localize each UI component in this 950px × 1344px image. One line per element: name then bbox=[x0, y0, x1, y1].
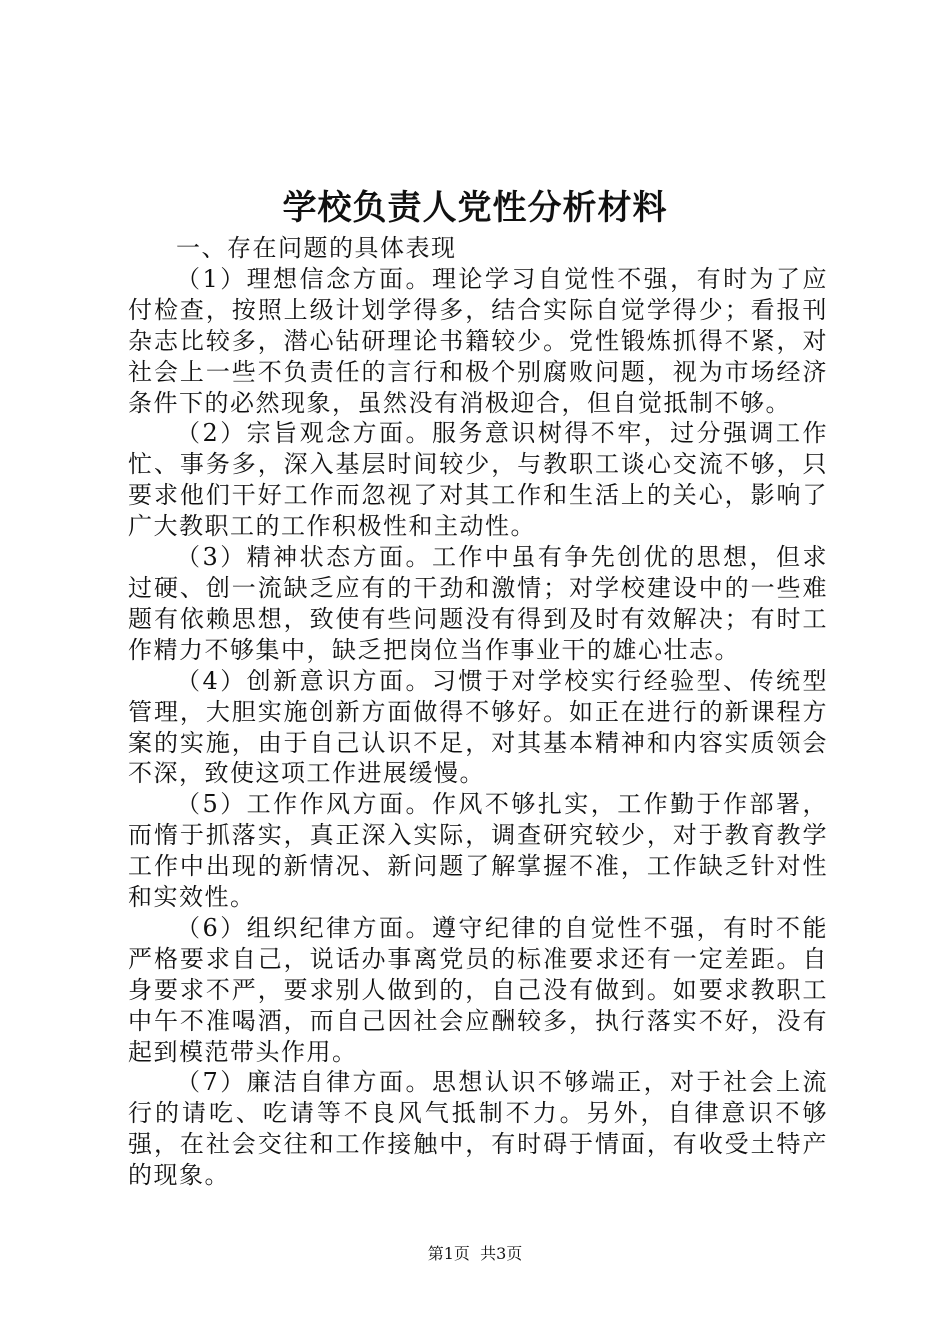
paragraph-3: （3）精神状态方面。工作中虽有争先创优的思想，但求过硬、创一流缺乏应有的干劲和激情；对学校建设中的一些难题有依赖思想，致使有些问题没有得到及时有效解决；有时工作精力不够集中，缺乏把岗位当作事业干的雄心壮志。 bbox=[128, 543, 828, 664]
paragraph-7: （7）廉洁自律方面。思想认识不够端正，对于社会上流行的请吃、吃请等不良风气抵制不力。另外，自律意识不够强，在社会交往和工作接触中，有时碍于情面，有收受土特产的现象。 bbox=[128, 1068, 828, 1190]
section-heading: 一、存在问题的具体表现 bbox=[176, 234, 457, 262]
page-footer bbox=[0, 1242, 950, 1266]
paragraph-1: （1）理想信念方面。理论学习自觉性不强，有时为了应付检查，按照上级计划学得多，结合实际自觉学得少；看报刊杂志比较多，潜心钻研理论书籍较少。党性锻炼抓得不紧，对社会上一些不负责任的言行和极个别腐败问题，视为市场经济条件下的必然现象，虽然没有消极迎合，但自觉抵制不够。 bbox=[128, 264, 828, 417]
paragraph-6: （6）组织纪律方面。遵守纪律的自觉性不强，有时不能严格要求自己，说话办事离党员的标准要求还有一定差距。自身要求不严，要求别人做到的，自己没有做到。如要求教职工中午不准喝酒，而自己因社会应酬较多，执行落实不好，没有起到模范带头作用。 bbox=[128, 913, 828, 1066]
document-title: 学校负责人党性分析材料 bbox=[282, 188, 668, 228]
paragraph-4: （4）创新意识方面。习惯于对学校实行经验型、传统型管理，大胆实施创新方面做得不够好。如正在进行的新课程方案的实施，由于自己认识不足，对其基本精神和内容实质领会不深，致使这项工作进展缓慢。 bbox=[128, 666, 828, 788]
paragraph-5: （5）工作作风方面。作风不够扎实，工作勤于作部署，而惰于抓落实，真正深入实际，调查研究较少，对于教育教学工作中出现的新情况、新问题了解掌握不准，工作缺乏针对性和实效性。 bbox=[128, 790, 828, 912]
page-number: 第1页 共3页 bbox=[427, 1244, 523, 1263]
paragraph-2: （2）宗旨观念方面。服务意识树得不牢，过分强调工作忙、事务多，深入基层时间较少，与教职工谈心交流不够，只要求他们干好工作而忽视了对其工作和生活上的关心，影响了广大教职工的工作积极性和主动性。 bbox=[128, 419, 828, 541]
document-body bbox=[128, 233, 828, 1191]
